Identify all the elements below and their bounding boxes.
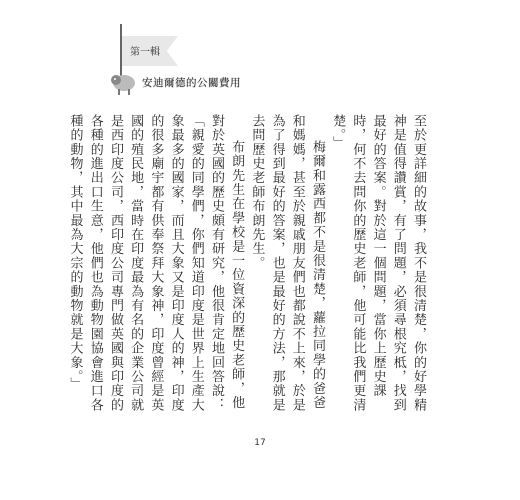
paragraph: 布朗先生在學校是一位資深的歷史老師，他對於英國的歷史頗有研究，他很肯定地回答說：「親愛的同學們，你們知道印度是世界上生產大象最多的國家，而且大象又是印度人的神，印度的很多廟宇都有供奉祭拜大象神，印度曾經是英國的殖民地，當時在印度最為有名的企業公司就是西印度公司，西印度公司專門做英國與印度的各種的進出口生意，他們也為動物園協會進口各種的動物，其中最為大宗的動物就是大象。」 <box>67 114 245 413</box>
body-text <box>64 114 428 414</box>
page-number: 17 <box>254 438 266 448</box>
sheep-icon <box>108 68 138 96</box>
paragraph: 至於更詳細的故事，我不是很清楚，你的好學精神是值得讚賞，有了問題，必須尋根究柢，找到最好的答案。對於這一個問題，當你上歷史課時，何不去問你的歷史老師，他可能比我們更清楚。」 <box>330 114 426 413</box>
chapter-header <box>108 20 258 116</box>
chapter-label: 第一輯 <box>130 47 160 58</box>
paragraph: 梅爾和露西都不是很清楚，蘿拉同學的爸爸和媽媽，甚至於親戚朋友們也都說不上來，於是為了得到最好的答案，也是最好的方法，那就是去問歷史老師布朗先生。 <box>249 114 325 413</box>
chapter-title: 安迪爾德的公關費用 <box>142 77 241 89</box>
